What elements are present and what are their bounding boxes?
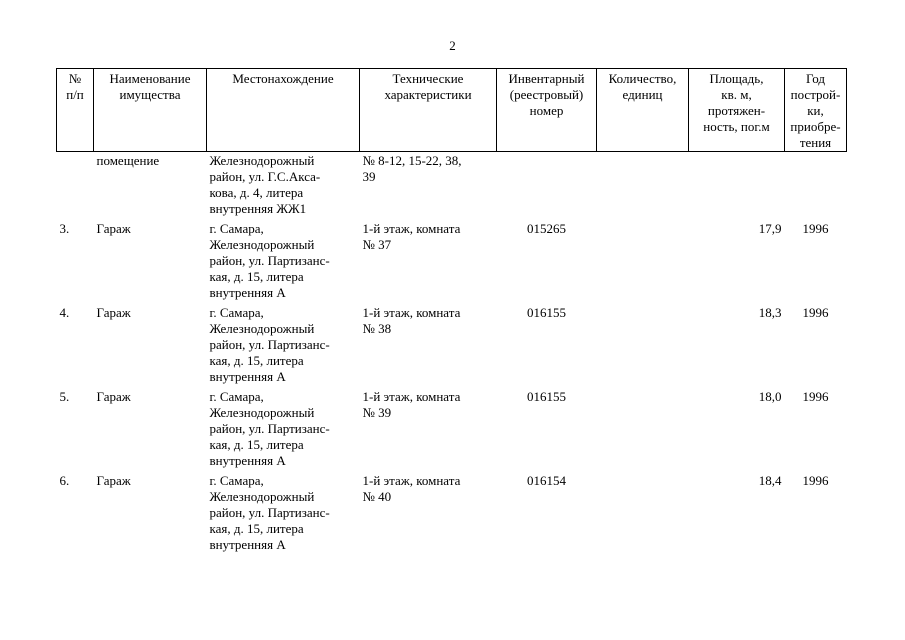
cell-location: г. Самара, Железнодорожный район, ул. Партизанс- кая, д. 15, литера внутренняя А [209,221,330,300]
cell-technical: № 8-12, 15-22, 38, 39 [362,153,462,184]
header-cell-quantity: Количество, единиц [597,69,689,152]
cell-technical: 1-й этаж, комната № 39 [362,389,461,420]
header-cell-technical: Технические характеристики [360,69,497,152]
property-registry-table [56,68,847,556]
cell-quantity [597,304,689,388]
cell-location: Железнодорожный район, ул. Г.С.Акса- кова, д. 4, литера внутренняя ЖЖ1 [209,153,321,216]
header-cell-area: Площадь, кв. м, протяжен- ность, пог.м [689,69,785,152]
cell-year [785,152,847,221]
cell-name: Гараж [96,221,131,236]
cell-inventory-number [497,152,597,221]
cell-technical: 1-й этаж, комната № 40 [362,473,461,504]
cell-year: 1996 [802,389,829,404]
table-row [57,472,847,556]
cell-technical: 1-й этаж, комната № 37 [362,221,461,252]
cell-area: 18,0 [758,389,782,404]
cell-area [689,152,785,221]
table-row [57,220,847,304]
header-cell-name: Наименование имущества [94,69,207,152]
cell-name: помещение [96,153,160,168]
cell-inventory-number: 016155 [527,305,566,320]
cell-number: 6. [59,473,70,488]
table-row [57,304,847,388]
cell-name: Гараж [96,473,131,488]
table-header [57,69,847,152]
cell-number: 5. [59,389,70,404]
cell-year: 1996 [802,305,829,320]
cell-technical: 1-й этаж, комната № 38 [362,305,461,336]
cell-area: 18,4 [758,473,782,488]
cell-number [57,152,94,221]
header-cell-year: Год построй- ки, приобре- тения [785,69,847,152]
cell-location: г. Самара, Железнодорожный район, ул. Партизанс- кая, д. 15, литера внутренняя А [209,473,330,552]
cell-name: Гараж [96,305,131,320]
table-row-continuation [57,152,847,221]
cell-quantity [597,388,689,472]
cell-quantity [597,152,689,221]
cell-quantity [597,220,689,304]
cell-inventory-number: 016154 [527,473,566,488]
cell-location: г. Самара, Железнодорожный район, ул. Партизанс- кая, д. 15, литера внутренняя А [209,305,330,384]
cell-number: 4. [59,305,70,320]
cell-location: г. Самара, Железнодорожный район, ул. Партизанс- кая, д. 15, литера внутренняя А [209,389,330,468]
cell-quantity [597,472,689,556]
cell-year: 1996 [802,473,829,488]
header-cell-number: № п/п [57,69,94,152]
cell-number: 3. [59,221,70,236]
cell-inventory-number: 016155 [527,389,566,404]
cell-inventory-number: 015265 [527,221,566,236]
header-cell-location: Местонахождение [207,69,360,152]
table-row [57,388,847,472]
cell-year: 1996 [802,221,829,236]
cell-area: 17,9 [758,221,782,236]
page-number: 2 [449,38,456,53]
cell-area: 18,3 [758,305,782,320]
header-cell-inventory-number: Инвентарный (реестровый) номер [497,69,597,152]
cell-name: Гараж [96,389,131,404]
